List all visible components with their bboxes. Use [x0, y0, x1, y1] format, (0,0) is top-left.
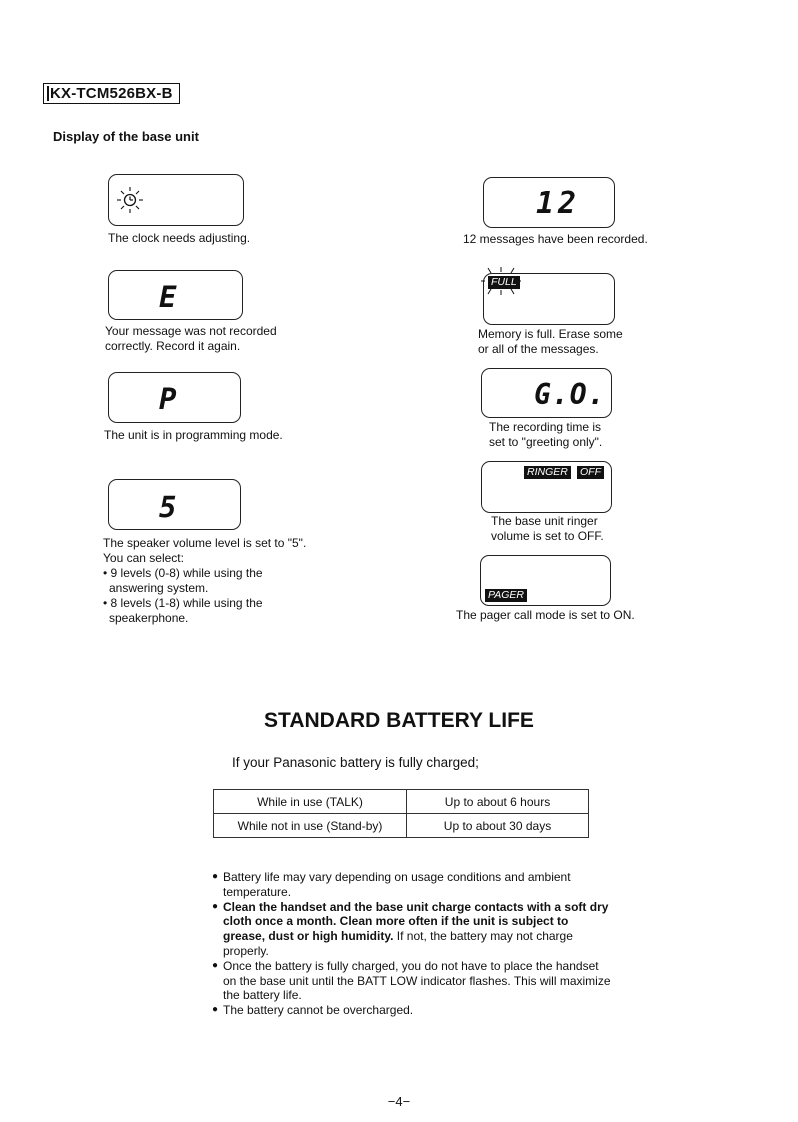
- note-item: [213, 959, 613, 1003]
- caption-line: The speaker volume level is set to "5".: [103, 536, 307, 550]
- battery-table: [213, 789, 589, 838]
- full-indicator: FULL: [488, 276, 520, 289]
- lcd-digit: E: [159, 280, 177, 314]
- lcd-volume: [108, 479, 241, 530]
- lcd-clock: [108, 174, 244, 226]
- table-row: [214, 790, 589, 814]
- caption-programming: [104, 428, 283, 443]
- caption-line: • 9 levels (0-8) while using the: [103, 566, 263, 580]
- caption-line: volume is set to OFF.: [491, 529, 604, 543]
- lcd-programming: [108, 372, 241, 423]
- caption-line: speakerphone.: [109, 611, 189, 625]
- table-cell: While not in use (Stand-by): [214, 814, 407, 838]
- page-number: −4−: [387, 1094, 411, 1109]
- battery-notes: [213, 870, 613, 1018]
- lcd-digits: G.O.: [534, 378, 606, 411]
- caption-pager: [456, 608, 635, 623]
- lcd-digit: P: [159, 382, 177, 416]
- caption-line: correctly. Record it again.: [105, 339, 241, 353]
- caption-line: The base unit ringer: [491, 514, 598, 528]
- off-indicator: OFF: [577, 466, 604, 479]
- lcd-greeting-only: [481, 368, 612, 418]
- caption-greeting-only: [489, 420, 602, 450]
- caption-line: The clock needs adjusting.: [108, 231, 251, 245]
- caption-volume: [103, 536, 306, 626]
- ringer-indicator: RINGER: [524, 466, 571, 479]
- note-text: If not, the battery may not charge properly.: [223, 929, 573, 958]
- note-text-bold: Clean the handset and the base unit charge contacts with a soft dry cloth once a month. Clean more often if the unit is subject to grease, dust or high humidity.: [223, 899, 609, 944]
- lcd-memory-full: [483, 273, 615, 325]
- battery-title: STANDARD BATTERY LIFE: [264, 709, 534, 732]
- caption-line: set to "greeting only".: [489, 435, 603, 449]
- model-number: KX-TCM526BX-B: [43, 83, 180, 104]
- caption-line: Memory is full. Erase some: [478, 327, 623, 341]
- lcd-digit: 5: [159, 490, 177, 524]
- pager-indicator: PAGER: [485, 589, 527, 602]
- caption-error: [105, 324, 277, 354]
- lcd-pager: [480, 555, 611, 606]
- caption-line: or all of the messages.: [478, 342, 599, 356]
- caption-line: answering system.: [109, 581, 209, 595]
- table-cell: Up to about 30 days: [407, 814, 589, 838]
- lcd-digits: 12: [536, 186, 581, 221]
- caption-line: Your message was not recorded: [105, 324, 277, 338]
- clock-icon: [115, 185, 145, 215]
- caption-line: The recording time is: [489, 420, 602, 434]
- caption-line: 12 messages have been recorded.: [463, 232, 648, 246]
- battery-intro: If your Panasonic battery is fully charged;: [232, 755, 479, 770]
- caption-messages: [463, 232, 648, 247]
- caption-line: • 8 levels (1-8) while using the: [103, 596, 263, 610]
- section-title: Display of the base unit: [53, 129, 199, 144]
- lcd-messages: [483, 177, 615, 228]
- note-text: The battery cannot be overcharged.: [223, 1003, 414, 1018]
- note-text: Once the battery is fully charged, you do not have to place the handset on the base unit until the BATT LOW indicator flashes. This will maximize the battery life.: [223, 958, 611, 1003]
- lcd-ringer: [481, 461, 612, 513]
- note-item: [213, 1003, 613, 1018]
- caption-clock: [108, 231, 250, 246]
- note-item: [213, 870, 613, 900]
- table-cell: While in use (TALK): [214, 790, 407, 814]
- caption-ringer: [491, 514, 604, 544]
- table-cell: Up to about 6 hours: [407, 790, 589, 814]
- caption-memory-full: [478, 327, 623, 357]
- lcd-error: [108, 270, 243, 320]
- caption-line: You can select:: [103, 551, 184, 565]
- caption-line: The unit is in programming mode.: [104, 428, 283, 442]
- caption-line: The pager call mode is set to ON.: [456, 608, 635, 622]
- note-item: [213, 900, 613, 959]
- table-row: [214, 814, 589, 838]
- note-text: Battery life may vary depending on usage conditions and ambient temperature.: [223, 870, 571, 899]
